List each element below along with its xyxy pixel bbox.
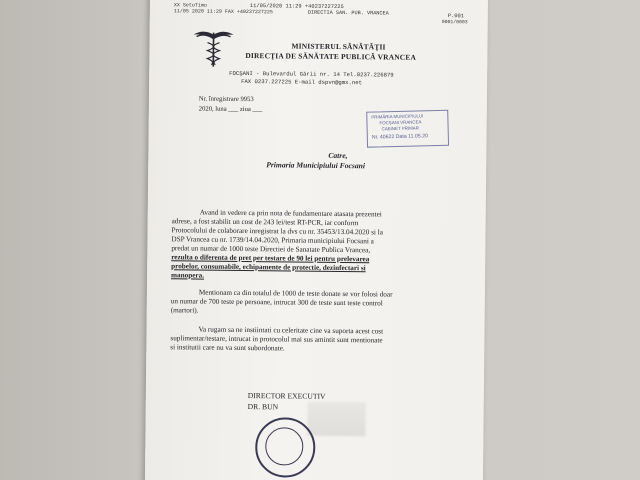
round-seal-icon — [255, 417, 316, 478]
ministry-title: MINISTERUL SĂNĂTĂŢII — [291, 41, 386, 52]
redacted-area — [307, 402, 365, 437]
signatory-name: DR. BUN — [247, 402, 279, 412]
body-line: un numar de 700 teste pe persoane, intrucat 300 de teste sunt teste control — [170, 297, 383, 308]
incoming-registration-stamp — [366, 110, 449, 148]
body-line-emphasis: probelor, consumabile, echipamente de protectie, dezinfectari si — [171, 262, 366, 273]
body-line: adrese, a fost stabilit un cost de 243 lei/test RT-PCR, iar conform — [171, 217, 359, 228]
body-line: Mentionam ca din totalul de 1000 de teste donate se vor folosi doar — [198, 288, 393, 299]
signatory-title: DIRECTOR EXECUTIV — [247, 391, 326, 401]
body-line-emphasis: rezulta o diferenta de pret per testare de 90 lei pentru prelevarea — [171, 253, 370, 264]
fax-header-right: DIRECTIA SAN. PUB. VRANCEA — [307, 9, 389, 17]
body-line: si institutii care nu va sunt subordonate. — [170, 343, 285, 353]
addressee-salutation: Catre, — [328, 150, 348, 161]
directorate-title: DIRECŢIA DE SĂNĂTATE PUBLICĂ VRANCEA — [245, 51, 417, 62]
address-line: FOCŞANI - Bulevardul Gării nr. 14 Tel.0237.226879 — [229, 69, 394, 79]
body-line: suplimentar/testare, intrucat in protocolul mai sus amintit sunt mentionate — [170, 334, 383, 345]
seal-inner-ring — [265, 427, 303, 465]
body-line: Protocolului de colaborare inregistrat la dvs cu nr. 35453/13.04.2020 si la — [171, 226, 383, 237]
registration-date: 2020, luna ___ ziua ___ — [198, 105, 263, 114]
body-line: Avand in vedere ca prin nota de fundamentare atasata prezentei — [199, 208, 382, 219]
fax-header-left-2: 11/05 2020 11:29 FAX +40237227225 — [173, 8, 273, 16]
fax-counter: 0001/0003 — [441, 20, 468, 26]
addressee-name: Primaria Municipiului Focsani — [266, 160, 366, 171]
caduceus-logo-icon — [191, 28, 235, 68]
body-line: (martori). — [170, 306, 199, 315]
fax-email-line: FAX 0237.227225 E-mail dspvn@gmx.net — [241, 77, 362, 87]
stamp-line-1: PRIMĂRIA MUNICIPIULUI — [371, 113, 424, 120]
stamp-line-2: FOCŞANI VRANCEA — [379, 119, 422, 126]
fax-header-mid: 11/05/2020 11:29 +40237227225 — [249, 3, 344, 11]
stamp-line-3: CABINET PRIMAR — [381, 125, 419, 132]
fax-page-number: P.001 — [447, 13, 465, 20]
fax-document-page — [145, 0, 488, 480]
body-line: predat un numar de 1000 teste Directiei de Sanatate Publica Vrancea, — [171, 244, 371, 255]
fax-header-left-1: XX SetoTimo — [173, 2, 207, 9]
stamp-line-4: Nr. 40622 Data 11.05.20 — [371, 133, 429, 141]
body-line: DSP Vrancea cu nr. 1739/14.04.2020, Primaria municipiului Focsani a — [171, 235, 374, 246]
body-line: Va rugam sa ne instiintati cu celeritate cine va suporta acest cost — [198, 325, 384, 336]
registration-number: Nr. înregistrare 9953 — [198, 95, 254, 104]
body-line-emphasis: manopera. — [171, 271, 205, 280]
